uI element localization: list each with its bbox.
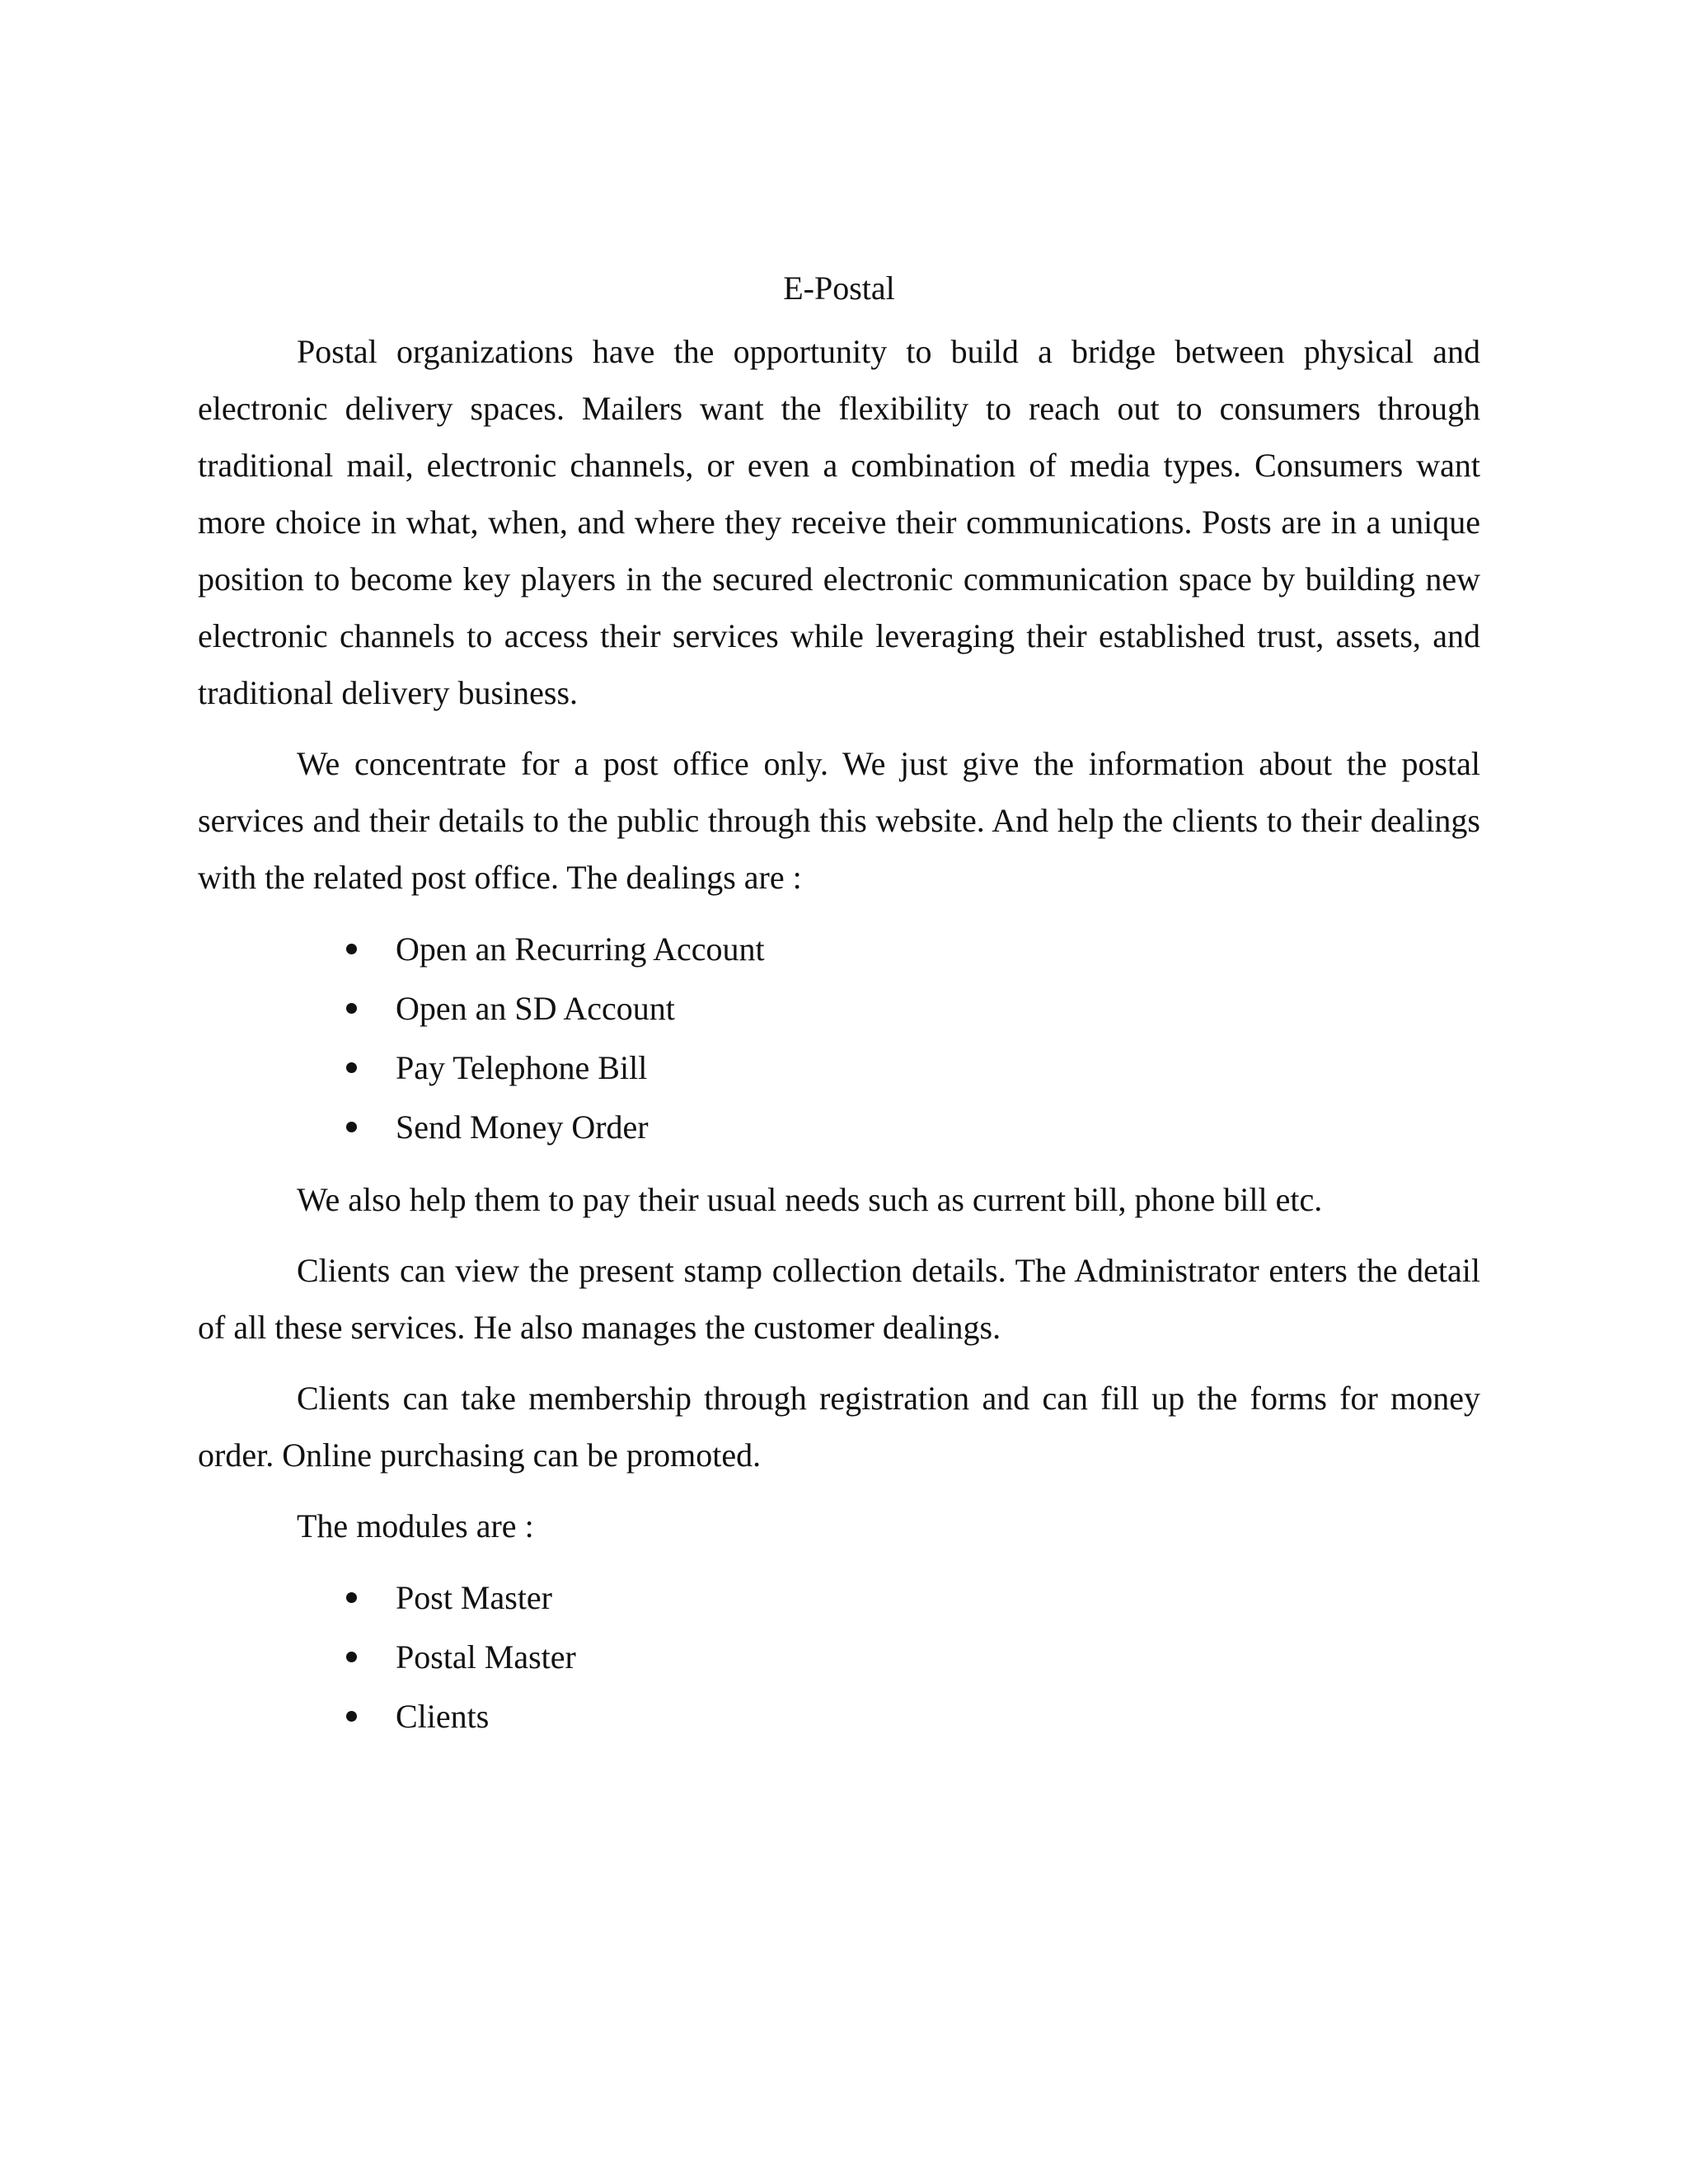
modules-list bbox=[198, 1568, 1480, 1746]
concentrate-paragraph: We concentrate for a post office only. We just give the information about the postal services and their details to the public through this website. And help the clients to their dealings with the related post office. The dealings are : bbox=[198, 745, 1480, 896]
list-item bbox=[198, 1628, 1480, 1687]
list-item-label: Pay Telephone Bill bbox=[396, 1049, 648, 1086]
document-title: E-Postal bbox=[783, 269, 895, 307]
list-item-label: Open an Recurring Account bbox=[396, 930, 765, 968]
list-item-label: Postal Master bbox=[396, 1638, 576, 1675]
list-item bbox=[198, 920, 1480, 979]
list-item bbox=[198, 1568, 1480, 1628]
membership-paragraph: Clients can take membership through registration and can fill up the forms for money order. Online purchasing can be promoted. bbox=[198, 1380, 1480, 1474]
bullet-icon bbox=[346, 1592, 357, 1603]
list-item bbox=[198, 1038, 1480, 1098]
modules-intro-paragraph: The modules are : bbox=[297, 1507, 534, 1544]
usual-needs-paragraph: We also help them to pay their usual needs such as current bill, phone bill etc. bbox=[297, 1181, 1323, 1218]
dealings-list bbox=[198, 920, 1480, 1157]
list-item bbox=[198, 979, 1480, 1038]
list-item bbox=[198, 1687, 1480, 1746]
list-item-label: Post Master bbox=[396, 1579, 552, 1616]
list-item-label: Send Money Order bbox=[396, 1108, 649, 1146]
bullet-icon bbox=[346, 944, 357, 954]
bullet-icon bbox=[346, 1122, 357, 1132]
list-item-label: Clients bbox=[396, 1698, 490, 1735]
bullet-icon bbox=[346, 1003, 357, 1014]
intro-paragraph: Postal organizations have the opportunity to build a bridge between physical and electronic delivery spaces. Mailers want the flexibility to reach out to consumers through traditional mail, electronic channels, or even a combination of media types. Consumers want more choice in what, when, and where they receive their communications. Posts are in a unique position to become key players in the secured electronic communication space by building new electronic channels to access their services while leveraging their established trust, assets, and traditional delivery business. bbox=[198, 333, 1480, 711]
stamps-paragraph: Clients can view the present stamp collection details. The Administrator enters the detail of all these services. He also manages the customer dealings. bbox=[198, 1252, 1480, 1346]
bullet-icon bbox=[346, 1711, 357, 1722]
list-item bbox=[198, 1098, 1480, 1157]
document-body bbox=[198, 265, 1480, 1760]
bullet-icon bbox=[346, 1652, 357, 1662]
bullet-icon bbox=[346, 1062, 357, 1073]
list-item-label: Open an SD Account bbox=[396, 990, 675, 1027]
